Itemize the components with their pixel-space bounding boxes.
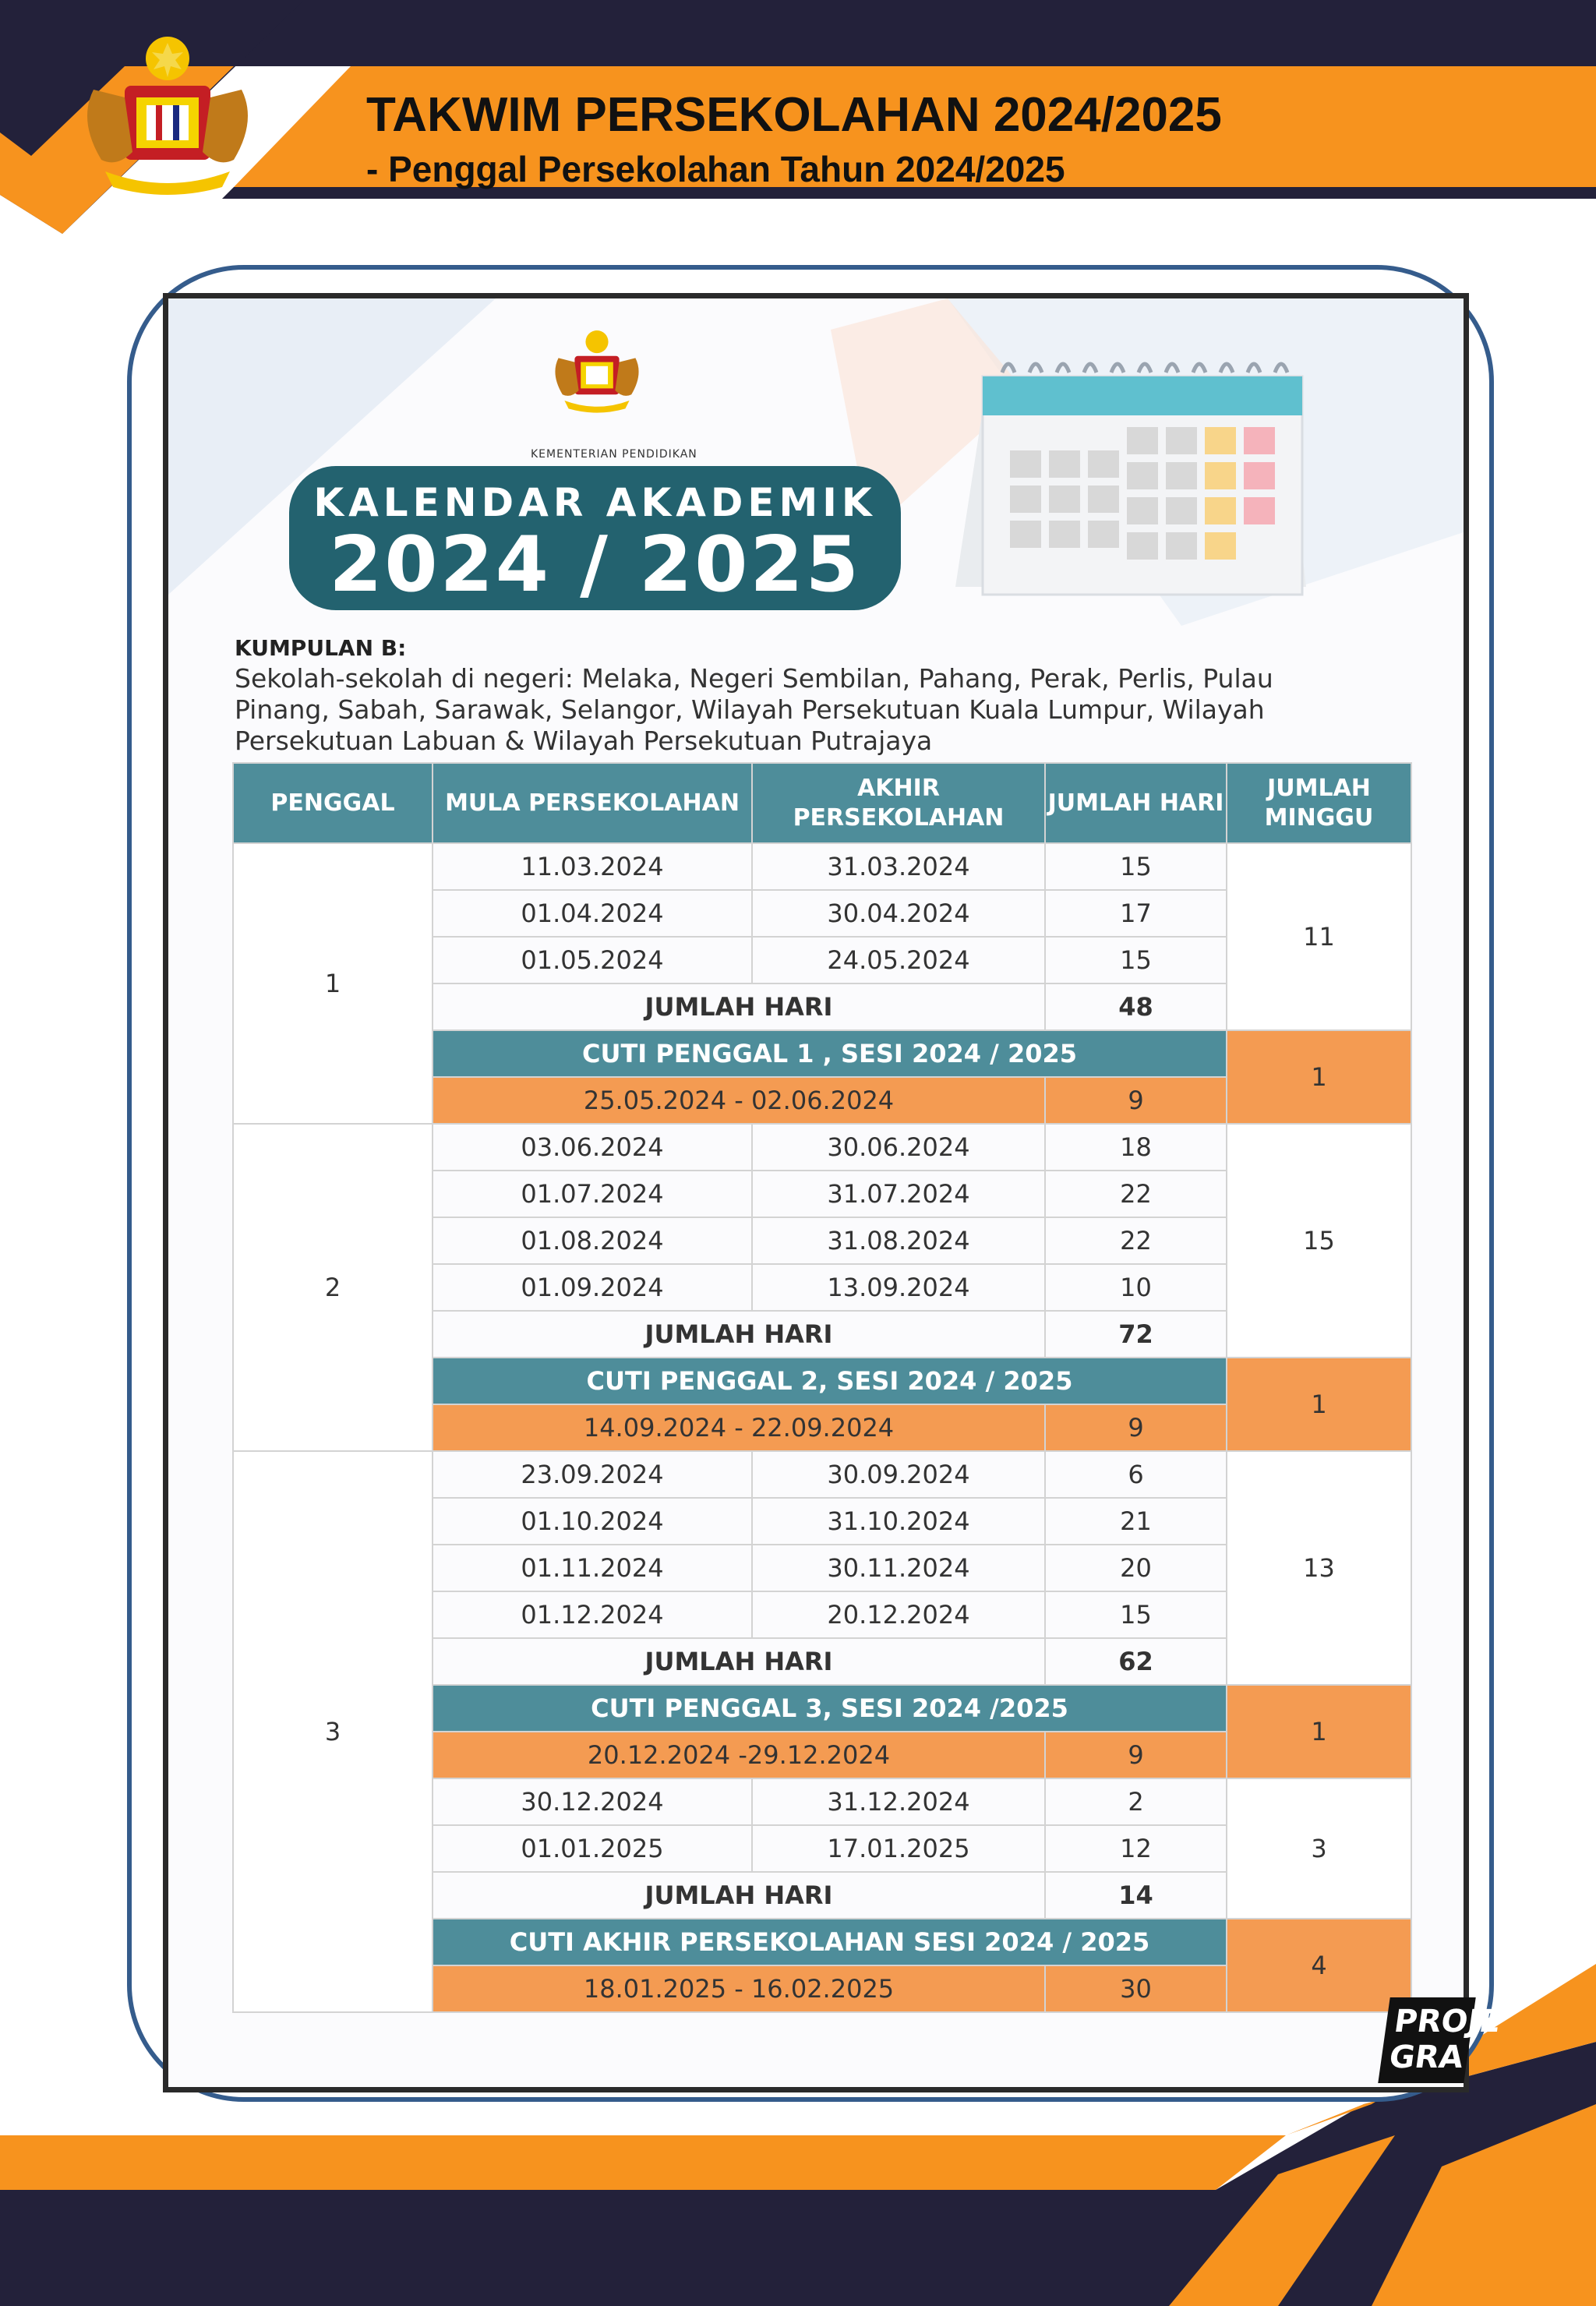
- page-title: TAKWIM PERSEKOLAHAN 2024/2025: [366, 88, 1222, 142]
- hari-cell: 17: [1045, 890, 1227, 937]
- akhir-cell: 30.06.2024: [752, 1124, 1045, 1171]
- header-penggal: PENGGAL: [233, 763, 433, 843]
- minggu-cell: 15: [1227, 1124, 1411, 1358]
- break-weeks: 1: [1227, 1685, 1411, 1778]
- mula-cell: 01.07.2024: [433, 1171, 752, 1217]
- hari-cell: 20: [1045, 1545, 1227, 1591]
- total-value: 48: [1045, 983, 1227, 1030]
- akhir-cell: 13.09.2024: [752, 1264, 1045, 1311]
- total-value: 14: [1045, 1872, 1227, 1919]
- akhir-cell: 24.05.2024: [752, 937, 1045, 983]
- minggu-cell: 11: [1227, 843, 1411, 1030]
- hari-cell: 18: [1045, 1124, 1227, 1171]
- total-label: JUMLAH HARI: [433, 983, 1045, 1030]
- ministry-label: KEMENTERIAN PENDIDIKAN: [531, 448, 697, 461]
- mula-cell: 03.06.2024: [433, 1124, 752, 1171]
- total-label: JUMLAH HARI: [433, 1311, 1045, 1358]
- penggal-cell: 1: [233, 843, 433, 1124]
- final-break-days: 30: [1045, 1965, 1227, 2012]
- final-break-title: CUTI AKHIR PERSEKOLAHAN SESI 2024 / 2025: [433, 1919, 1227, 1965]
- header-akhir: AKHIR PERSEKOLAHAN: [752, 763, 1045, 843]
- title-banner: [289, 466, 901, 610]
- akhir-cell: 30.04.2024: [752, 890, 1045, 937]
- break-title: CUTI PENGGAL 1 , SESI 2024 / 2025: [433, 1030, 1227, 1077]
- mula-cell: 01.10.2024: [433, 1498, 752, 1545]
- total-value: 62: [1045, 1638, 1227, 1685]
- title-line1: KALENDAR AKADEMIK: [313, 480, 877, 525]
- break-title: CUTI PENGGAL 2, SESI 2024 / 2025: [433, 1358, 1227, 1404]
- break-days: 9: [1045, 1077, 1227, 1124]
- break-weeks: 1: [1227, 1030, 1411, 1124]
- mula-cell: 23.09.2024: [433, 1451, 752, 1498]
- total-value: 72: [1045, 1311, 1227, 1358]
- mula-cell: 01.12.2024: [433, 1591, 752, 1638]
- break-range: 25.05.2024 - 02.06.2024: [433, 1077, 1045, 1124]
- hari-cell: 15: [1045, 1591, 1227, 1638]
- final-break-range: 18.01.2025 - 16.02.2025: [433, 1965, 1045, 2012]
- calendar-illustration: [940, 330, 1314, 602]
- group-label: KUMPULAN B:: [235, 635, 407, 661]
- mula-cell: 11.03.2024: [433, 843, 752, 890]
- penggal-cell: 2: [233, 1124, 433, 1451]
- hari-cell: 2: [1045, 1778, 1227, 1825]
- hari-cell: 22: [1045, 1217, 1227, 1264]
- hari-cell: 6: [1045, 1451, 1227, 1498]
- header-mula: MULA PERSEKOLAHAN: [433, 763, 752, 843]
- group-description: Sekolah-sekolah di negeri: Melaka, Negeri Sembilan, Pahang, Perak, Perlis, Pulau Pinang, Sabah, Sarawak, Selangor, Wilayah Persekutuan Kuala Lumpur, Wilayah Persekutuan Labuan & Wilayah Persekutuan Putrajaya: [235, 663, 1273, 756]
- total-label: JUMLAH HARI: [433, 1638, 1045, 1685]
- hari-cell: 22: [1045, 1171, 1227, 1217]
- akhir-cell: 31.10.2024: [752, 1498, 1045, 1545]
- total-label: JUMLAH HARI: [433, 1872, 1045, 1919]
- hari-cell: 21: [1045, 1498, 1227, 1545]
- mula-cell: 01.08.2024: [433, 1217, 752, 1264]
- table-row: [233, 1451, 1411, 1498]
- akhir-cell: 20.12.2024: [752, 1591, 1045, 1638]
- mula-cell: 01.05.2024: [433, 937, 752, 983]
- mula-cell: 01.04.2024: [433, 890, 752, 937]
- hari-cell: 15: [1045, 937, 1227, 983]
- penggal-cell: 3: [233, 1451, 433, 2012]
- minggu-cell: 13: [1227, 1451, 1411, 1685]
- mula-cell: 01.11.2024: [433, 1545, 752, 1591]
- watermark-logo: PROJE GRA: [1378, 1997, 1475, 2083]
- header-jumlah-hari: JUMLAH HARI: [1045, 763, 1227, 843]
- break-range: 20.12.2024 -29.12.2024: [433, 1732, 1045, 1778]
- mula-cell: 01.09.2024: [433, 1264, 752, 1311]
- table-row: [233, 1124, 1411, 1171]
- akhir-cell: 17.01.2025: [752, 1825, 1045, 1872]
- hari-cell: 15: [1045, 843, 1227, 890]
- break-days: 9: [1045, 1404, 1227, 1451]
- hari-cell: 10: [1045, 1264, 1227, 1311]
- page-subtitle: - Penggal Persekolahan Tahun 2024/2025: [366, 149, 1065, 189]
- ministry-emblem: [546, 323, 648, 417]
- break-range: 14.09.2024 - 22.09.2024: [433, 1404, 1045, 1451]
- akhir-cell: 31.03.2024: [752, 843, 1045, 890]
- break-days: 9: [1045, 1732, 1227, 1778]
- akhir-cell: 30.09.2024: [752, 1451, 1045, 1498]
- akhir-cell: 31.08.2024: [752, 1217, 1045, 1264]
- hari-cell: 12: [1045, 1825, 1227, 1872]
- break-weeks: 1: [1227, 1358, 1411, 1451]
- akhir-cell: 31.12.2024: [752, 1778, 1045, 1825]
- academic-calendar-poster: [163, 293, 1503, 2092]
- calendar-table: [232, 762, 1412, 2013]
- header-jumlah-minggu: JUMLAH MINGGU: [1227, 763, 1411, 843]
- mula-cell: 30.12.2024: [433, 1778, 752, 1825]
- mula-cell: 01.01.2025: [433, 1825, 752, 1872]
- table-row: [233, 843, 1411, 890]
- title-line2: 2024 / 2025: [329, 521, 861, 609]
- akhir-cell: 31.07.2024: [752, 1171, 1045, 1217]
- coat-of-arms-emblem: [70, 27, 265, 199]
- final-break-weeks: 4: [1227, 1919, 1411, 2012]
- break-title: CUTI PENGGAL 3, SESI 2024 /2025: [433, 1685, 1227, 1732]
- poster-frame: [127, 265, 1503, 2102]
- minggu-cell: 3: [1227, 1778, 1411, 1919]
- akhir-cell: 30.11.2024: [752, 1545, 1045, 1591]
- table-header-row: [233, 763, 1411, 843]
